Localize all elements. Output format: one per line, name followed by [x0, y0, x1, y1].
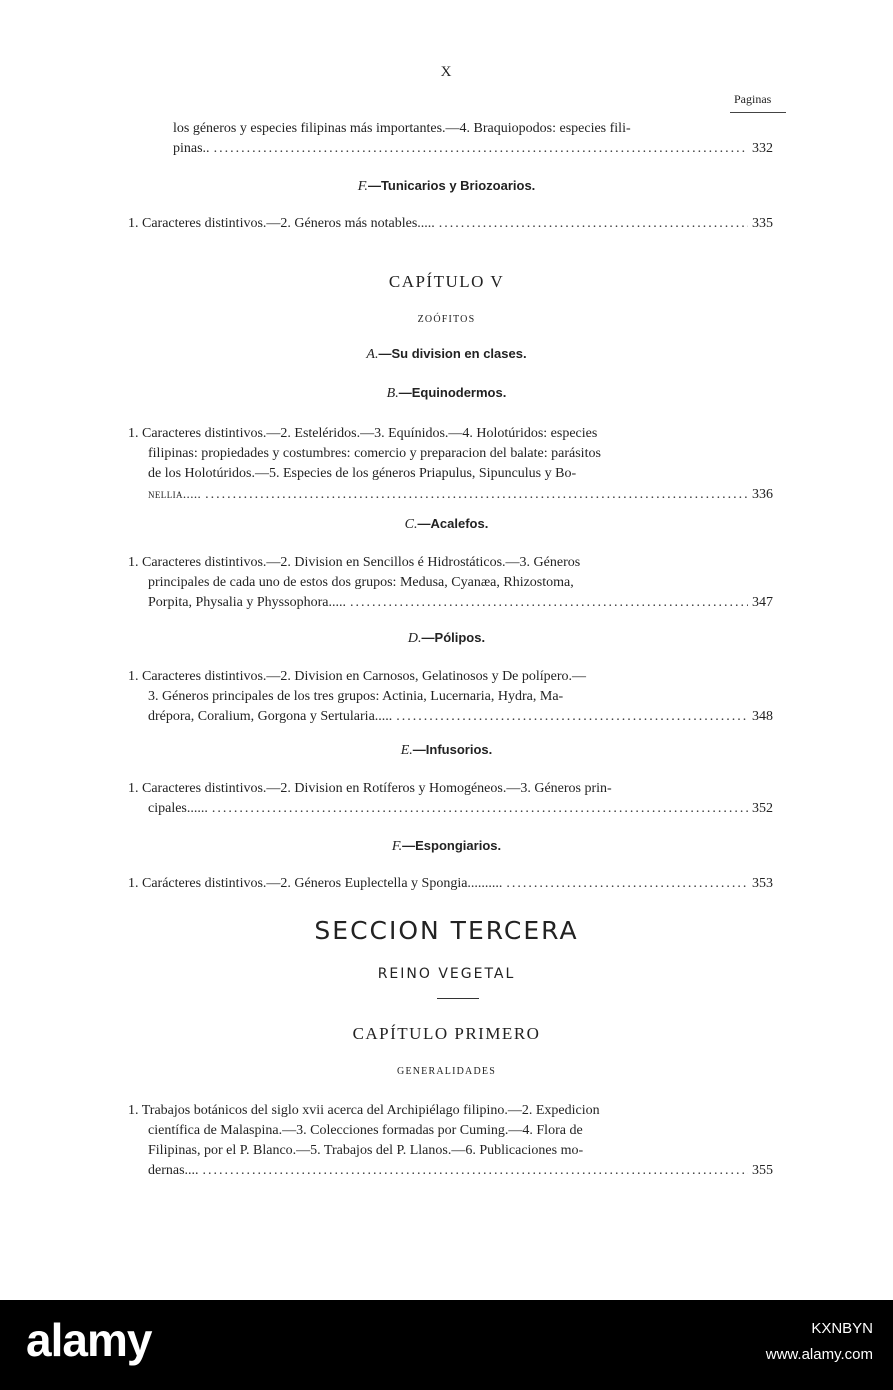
- toc-line-last: Porpita, Physalia y Physsophora.....: [148, 595, 346, 610]
- toc-line: científica de Malaspina.—3. Colecciones formadas por Cuming.—4. Flora de: [148, 1123, 583, 1138]
- section-letter: E.: [400, 743, 413, 758]
- toc-entry: [128, 214, 773, 234]
- toc-line: de los Holotúridos.—5. Especies de los géneros Priapulus, Sipunculus y Bo-: [148, 466, 577, 481]
- dot-leader: [203, 1161, 748, 1181]
- toc-line-last: dernas....: [148, 1163, 199, 1178]
- toc-line-last: pinas..: [173, 141, 210, 156]
- toc-leader-line: [128, 707, 773, 727]
- section-heading-division: [0, 346, 893, 363]
- toc-entry: [128, 779, 773, 819]
- toc-line: principales de cada uno de estos dos grupos: Medusa, Cyanæa, Rhizostoma,: [148, 575, 574, 590]
- section-heading-acalefos: [0, 516, 893, 533]
- page-ref: 332: [752, 141, 773, 156]
- toc-line-last: nellia.....: [148, 486, 202, 501]
- toc-leader-line: [128, 593, 773, 613]
- watermark-logo: alamy: [26, 1314, 152, 1366]
- toc-line-last: 1. Carácteres distintivos.—2. Géneros Euplectella y Spongia..........: [128, 876, 503, 891]
- toc-line-last: 1. Caracteres distintivos.—2. Géneros más notables.....: [128, 216, 435, 231]
- page-ref: 347: [752, 595, 773, 610]
- section-heading-tunicarios: [0, 178, 893, 195]
- page-ref: 352: [752, 801, 773, 816]
- section-heading-infusorios: [0, 742, 893, 759]
- toc-line: 1. Caracteres distintivos.—2. Division en Sencillos é Hidrostáticos.—3. Géneros: [128, 555, 581, 570]
- page-number: X: [440, 64, 453, 80]
- section-heading-espongiarios: [0, 838, 893, 855]
- page-ref: 335: [752, 216, 773, 231]
- section-letter: F.: [391, 839, 403, 854]
- toc-entry: [128, 553, 773, 613]
- toc-line: 1. Caracteres distintivos.—2. Division en Rotíferos y Homogéneos.—3. Géneros prin-: [128, 781, 612, 796]
- section-heading-equinodermos: [0, 385, 893, 402]
- toc-line: filipinas: propiedades y costumbres: comercio y preparacion del balate: parásitos: [148, 446, 601, 461]
- toc-line-last: drépora, Coralium, Gorgona y Sertularia.....: [148, 709, 393, 724]
- section-letter: A.: [366, 347, 379, 362]
- section-letter: C.: [404, 517, 418, 532]
- section-title: —Su division en clases.: [378, 346, 527, 361]
- toc-leader-line: [128, 484, 773, 505]
- section-title: —Pólipos.: [421, 630, 486, 645]
- page-ref: 353: [752, 876, 773, 891]
- toc-leader-line: [128, 1161, 773, 1181]
- section-title: —Espongiarios.: [402, 838, 502, 853]
- toc-line: 1. Trabajos botánicos del siglo xvii acerca del Archipiélago filipino.—2. Expedicion: [128, 1103, 600, 1118]
- chapter-heading: CAPÍTULO V: [388, 272, 505, 291]
- toc-leader-line: [128, 139, 773, 159]
- toc-entry: [128, 874, 773, 894]
- part-subtitle: REINO VEGETAL: [377, 966, 516, 982]
- toc-line: 3. Géneros principales de los tres grupos: Actinia, Lucernaria, Hydra, Ma-: [148, 689, 564, 704]
- toc-entry: [128, 667, 773, 727]
- dot-leader: [205, 485, 748, 505]
- section-letter: D.: [407, 631, 422, 646]
- column-header-paginas: Paginas: [734, 92, 772, 106]
- toc-line: 1. Caracteres distintivos.—2. Esteléridos.—3. Equínidos.—4. Holotúridos: especies: [128, 426, 598, 441]
- dot-leader: [506, 874, 748, 894]
- toc-line-last: cipales......: [148, 801, 208, 816]
- dot-leader: [214, 139, 748, 159]
- part-heading: SECCION TERCERA: [314, 916, 579, 945]
- toc-entry: [128, 1101, 773, 1181]
- section-title: —Infusorios.: [412, 742, 493, 757]
- dot-leader: [396, 707, 748, 727]
- page-ref: 355: [752, 1163, 773, 1178]
- watermark-site: www.alamy.com: [765, 1346, 873, 1363]
- toc-line: Filipinas, por el P. Blanco.—5. Trabajos del P. Llanos.—6. Publicaciones mo-: [148, 1143, 584, 1158]
- dot-leader: [439, 214, 748, 234]
- section-letter: F.: [357, 179, 368, 194]
- section-title: —Acalefos.: [417, 516, 489, 531]
- section-heading-polipos: [0, 630, 893, 647]
- toc-leader-line: [128, 214, 773, 234]
- toc-leader-line: [128, 874, 773, 894]
- divider-rule: [437, 998, 479, 999]
- section-title: —Tunicarios y Briozoarios.: [367, 178, 536, 193]
- page-ref: 336: [752, 487, 773, 502]
- column-header-rule: [730, 112, 786, 113]
- toc-entry: [128, 424, 773, 505]
- section-title: —Equinodermos.: [398, 385, 507, 400]
- toc-entry: [128, 119, 773, 159]
- chapter-subtitle: ZOÓFITOS: [417, 314, 476, 325]
- dot-leader: [350, 593, 748, 613]
- chapter-subtitle: GENERALIDADES: [397, 1066, 496, 1077]
- toc-leader-line: [128, 799, 773, 819]
- page-ref: 348: [752, 709, 773, 724]
- chapter-heading: CAPÍTULO PRIMERO: [352, 1024, 541, 1043]
- toc-line: 1. Caracteres distintivos.—2. Division en Carnosos, Gelatinosos y De polípero.—: [128, 669, 587, 684]
- dot-leader: [212, 799, 748, 819]
- toc-line: los géneros y especies filipinas más importantes.—4. Braquiopodos: especies fili-: [173, 121, 631, 136]
- section-letter: B.: [386, 386, 399, 401]
- watermark-image-id: KXNBYN: [811, 1320, 873, 1337]
